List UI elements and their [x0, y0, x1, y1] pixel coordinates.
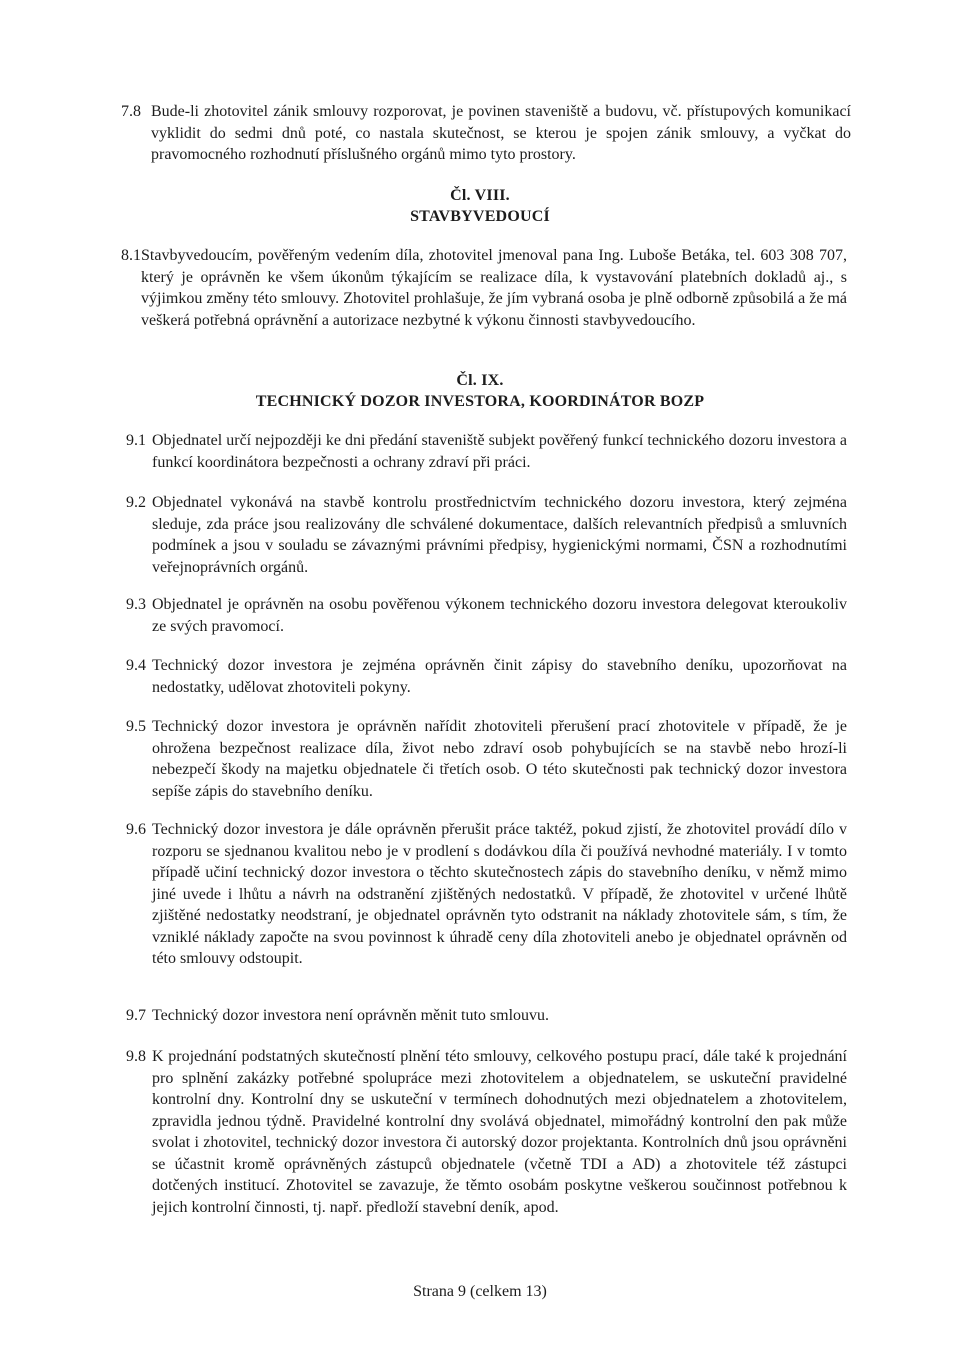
section-number-9-2: 9.2 — [126, 494, 146, 511]
section-number-9-4: 9.4 — [126, 657, 146, 674]
article-8-title: STAVBYVEDOUCÍ — [410, 208, 550, 225]
section-number-7-8: 7.8 — [121, 103, 141, 120]
section-text-7-8: Bude-li zhotovitel zánik smlouvy rozporovat, je povinen staveniště a budovu, vč. přístupových komunikací vyklidit do sedmi dnů poté, co nastala skutečnost, se kterou je spojen zánik smlouvy, a vyčkat do pravomocného rozhodnutí příslušného orgánů mimo tyto prostory. — [151, 103, 851, 163]
article-8-number: Čl. VIII. — [450, 187, 510, 204]
section-text-9-5: Technický dozor investora je oprávněn nařídit zhotoviteli přerušení prací zhotovitele v případě, že je ohrožena bezpečnost realizace díla, život nebo zdraví osob pohybujících se na stavbě nebo hrozí-li nebezpečí škody na majetku objednatele či třetích osob. O této skutečnosti pak technický dozor investora sepíše zápis do stavebního deníku. — [152, 718, 847, 800]
section-text-8-1: Stavbyvedoucím, pověřeným vedením díla, zhotovitel jmenoval pana Ing. Luboše Betáka, tel. 603 308 707, který je oprávněn ke všem úkonům týkajícím se realizace díla, k vystavování platebních dokladů aj., s výjimkou změny této smlouvy. Zhotovitel prohlašuje, že jím vybraná osoba je plně odborně způsobilá a že má veškerá potřebná oprávnění a autorizace nezbytné k výkonu činnosti stavbyvedoucího. — [141, 247, 847, 329]
section-number-9-5: 9.5 — [126, 718, 146, 735]
article-9-number: Čl. IX. — [456, 372, 504, 389]
section-text-9-6: Technický dozor investora je dále oprávněn přerušit práce taktéž, pokud zjistí, že zhotovitel provádí dílo v rozporu se sjednanou kvalitou nebo je v prodlení s dodávkou díla či používá nevhodné materiály. I v tomto případě učiní technický dozor investora o těchto skutečnostech zápis do stavebního deníku, v němž mimo jiné uvede i lhůtu a návrh na odstranění zjištěných nedostatků. V případě, že zhotovitel v určené lhůtě zjištěné nedostatky neodstraní, je objednatel oprávněn tyto odstranit na náklady zhotovitele sám, s tím, že vzniklé náklady započte na svou povinnost k úhradě ceny díla zhotoviteli anebo je objednatel oprávněn od této smlouvy odstoupit. — [152, 821, 847, 967]
section-text-9-3: Objednatel je oprávněn na osobu pověřenou výkonem technického dozoru investora delegovat kteroukoliv ze svých pravomocí. — [152, 596, 847, 635]
section-number-9-1: 9.1 — [126, 432, 146, 449]
article-9-title: TECHNICKÝ DOZOR INVESTORA, KOORDINÁTOR BOZP — [255, 393, 705, 410]
section-number-9-8: 9.8 — [126, 1048, 146, 1065]
section-text-9-4: Technický dozor investora je zejména oprávněn činit zápisy do stavebního deníku, upozorňovat na nedostatky, udělovat zhotoviteli pokyny. — [152, 657, 847, 696]
section-number-8-1: 8.1 — [121, 247, 141, 264]
page-footer: Strana 9 (celkem 13) — [413, 1283, 547, 1300]
section-text-9-8: K projednání podstatných skutečností plnění této smlouvy, celkového postupu prací, dále také k projednání pro splnění zakázky potřebné spolupráce mezi zhotovitelem a objednatelem, se uskuteční pravidelné kontrolní dny. Kontrolní dny se uskuteční v termínech dohodnutých mezi objednatelem a zhotovitelem, zpravidla jednou týdně. Pravidelné kontrolní dny svolává objednatel, mimořádný kontrolní den pak může svolat i zhotovitel, technický dozor investora či autorský dozor projektanta. Kontrolních dnů jsou oprávněni se účastnit kromě oprávněných zástupců objednatele (včetně TDI a AD) a zhotovitele též zástupci dotčených institucí. Zhotovitel se zavazuje, že těmto osobám poskytne veškerou součinnost potřebnou k jejich kontrolní činnosti, tj. např. předloží stavební deník, apod. — [152, 1048, 847, 1216]
section-text-9-7: Technický dozor investora není oprávněn měnit tuto smlouvu. — [152, 1007, 550, 1024]
section-number-9-3: 9.3 — [126, 596, 146, 613]
section-text-9-1: Objednatel určí nejpozději ke dni předání staveniště subjekt pověřený funkcí technického dozoru investora a funkcí koordinátora bezpečnosti a ochrany zdraví při práci. — [152, 432, 847, 471]
section-text-9-2: Objednatel vykonává na stavbě kontrolu prostřednictvím technického dozoru investora, který zejména sleduje, zda práce jsou realizovány dle schválené dokumentace, dalších relevantních předpisů a smluvních podmínek a jsou v souladu se závaznými právními předpisy, hygienickými normami, ČSN a rozhodnutími veřejnoprávních orgánů. — [152, 494, 847, 576]
section-number-9-7: 9.7 — [126, 1007, 146, 1024]
section-number-9-6: 9.6 — [126, 821, 146, 838]
